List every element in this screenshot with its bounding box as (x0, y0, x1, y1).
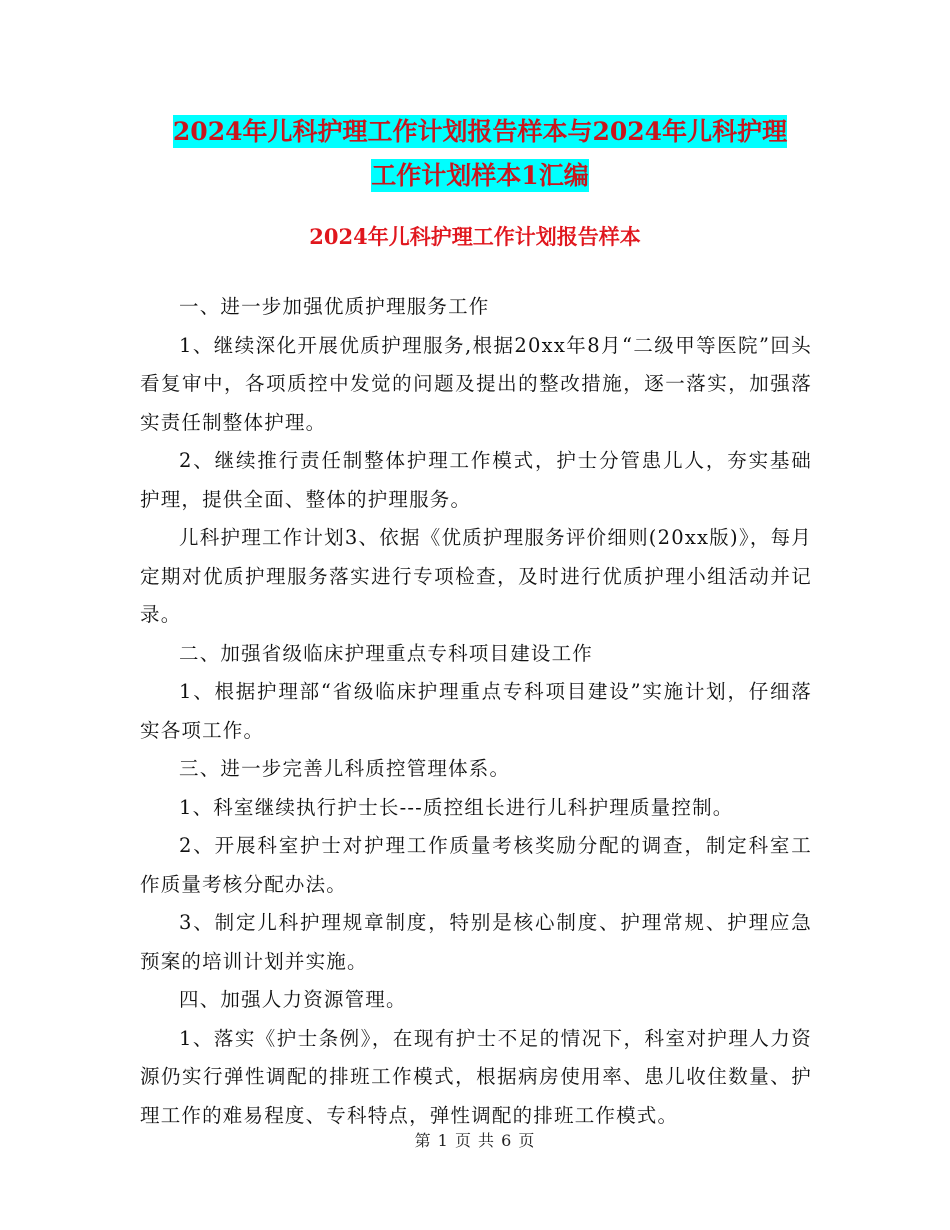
document-title-line-2 (150, 152, 810, 200)
paragraph: 1、继续深化开展优质护理服务,根据20xx年8月“二级甲等医院”回头看复审中，各项质控中发觉的问题及提出的整改措施，逐一落实，加强落实责任制整体护理。 (140, 333, 812, 434)
paragraph: 2、继续推行责任制整体护理工作模式，护士分管患儿人，夯实基础护理，提供全面、整体的护理服务。 (140, 449, 812, 511)
paragraph: 二、加强省级临床护理重点专科项目建设工作 (179, 641, 594, 665)
title-text-1: 2024年儿科护理工作计划报告样本与2024年儿科护理 (172, 117, 788, 146)
paragraph: 四、加强人力资源管理。 (179, 988, 407, 1011)
paragraph: 3、制定儿科护理规章制度，特别是核心制度、护理常规、护理应急预案的培训计划并实施。 (140, 911, 812, 973)
paragraph: 三、进一步完善儿科质控管理体系。 (179, 757, 511, 780)
document-title-line-1 (150, 108, 810, 156)
document-body (140, 288, 812, 1135)
paragraph: 一、进一步加强优质护理服务工作 (179, 295, 490, 318)
paragraph: 1、根据护理部“省级临床护理重点专科项目建设”实施计划，仔细落实各项工作。 (140, 680, 812, 742)
paragraph: 2、开展科室护士对护理工作质量考核奖励分配的调查，制定科室工作质量考核分配办法。 (140, 834, 812, 896)
page-footer: 第 1 页 共 6 页 (414, 1131, 536, 1150)
section-title: 2024年儿科护理工作计划报告样本 (309, 224, 641, 249)
paragraph: 1、科室继续执行护士长---质控组长进行儿科护理质量控制。 (179, 795, 734, 819)
paragraph: 1、落实《护士条例》，在现有护士不足的情况下，科室对护理人力资源仍实行弹性调配的排班工作模式，根据病房使用率、患儿收住数量、护理工作的难易程度、专科特点，弹性调配的排班工作模式。 (140, 1026, 812, 1127)
paragraph: 儿科护理工作计划3、依据《优质护理服务评价细则(20xx版)》，每月定期对优质护理服务落实进行专项检查，及时进行优质护理小组活动并记录。 (140, 526, 812, 626)
title-text-2: 工作计划样本1汇编 (371, 161, 589, 190)
